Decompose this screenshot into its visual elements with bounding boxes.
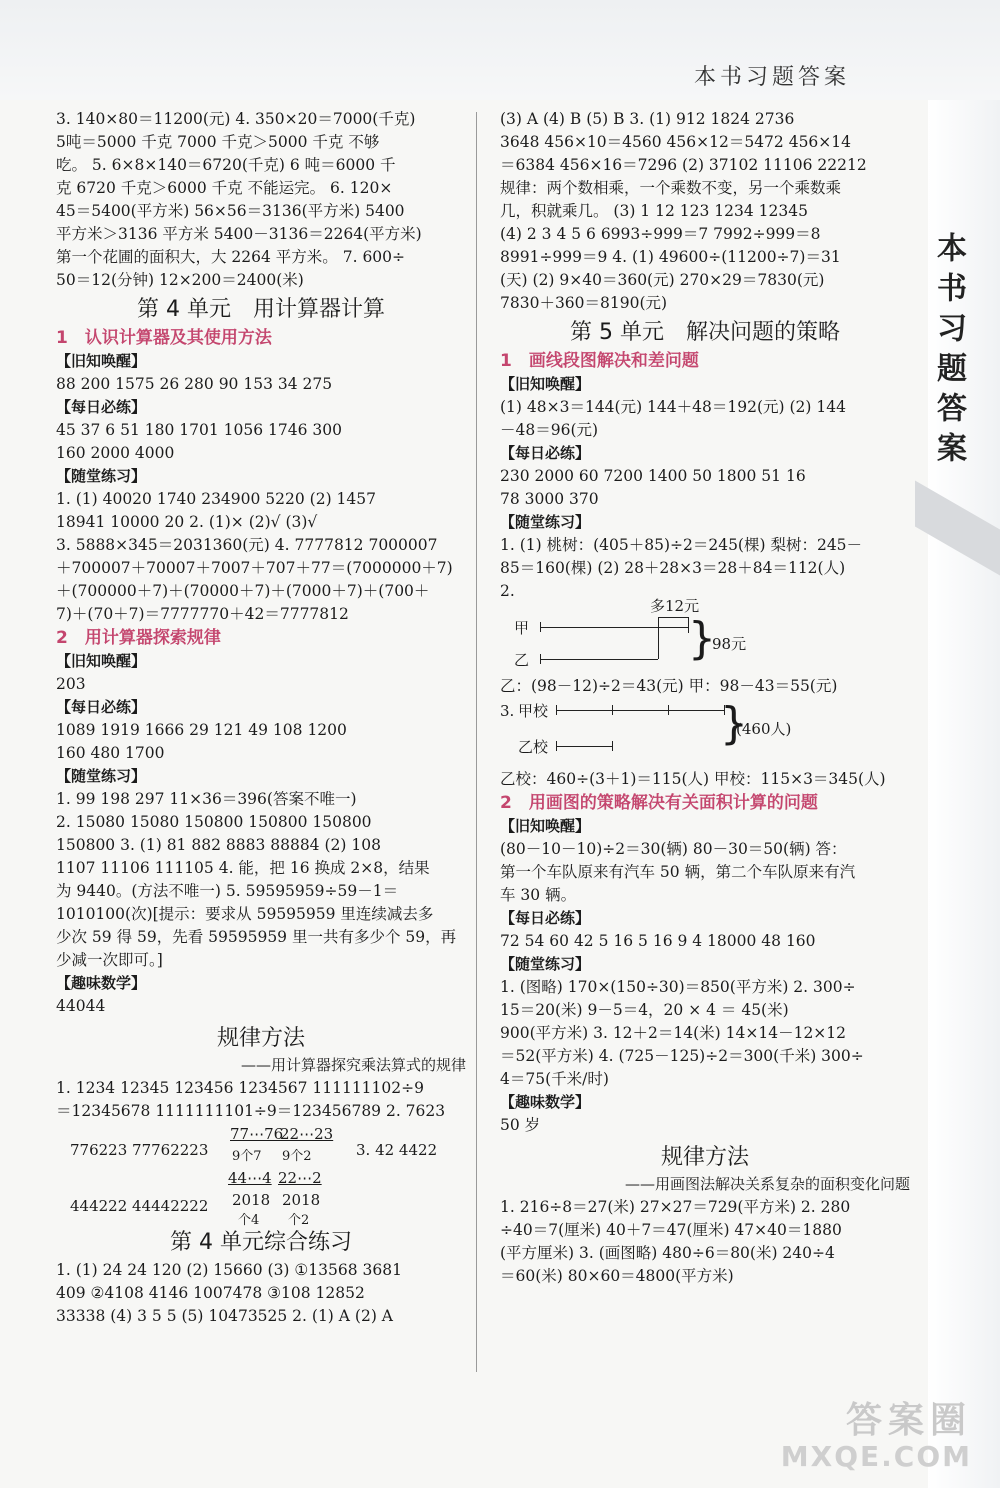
text-line: 1. 1234 12345 123456 1234567 111111102÷9 (56, 1079, 424, 1097)
segment-tick (612, 705, 613, 715)
text-line: 少减一次即可。] (56, 951, 163, 969)
section-title: 2 用计算器探索规律 (56, 628, 221, 648)
text-line: 203 (56, 675, 86, 693)
diagram-label: 甲 (514, 619, 530, 637)
stack-term: 22⋯23 (280, 1125, 334, 1143)
column-divider (476, 112, 477, 1372)
text-line: ＋700007＋70007＋7007＋707＋77＝(7000000＋7) (56, 559, 453, 577)
stack-term: 22⋯2 (278, 1169, 322, 1187)
section-title: 1 认识计算器及其使用方法 (56, 328, 272, 348)
text-line: 平方米＞3136 平方米 5400－3136＝2264(平方米) (56, 225, 422, 243)
right-s1-body (500, 373, 910, 603)
segment-line (540, 627, 688, 628)
text-line: 规律：两个数相乘，一个乘数不变，另一个乘数乘 (500, 179, 842, 197)
text-line: 15＝20(米) 9－5＝4，20 × 4 ＝ 45(米) (500, 1001, 789, 1019)
segment-tick (556, 741, 557, 751)
text-line: 【每日必练】 (56, 698, 147, 716)
text-line: ＝52(平方米) 4. (725－125)÷2＝300(千米) 300÷ (500, 1047, 864, 1065)
segment-diagram-2 (500, 698, 910, 768)
text-line: 160 480 1700 (56, 744, 165, 762)
text-line: 2. (500, 582, 515, 600)
top-band (0, 0, 1000, 100)
text-line: 5吨＝5000 千克 7000 千克＞5000 千克 不够 (56, 133, 380, 151)
text-line: 45＝5400(平方米) 56×56＝3136(平方米) 5400 (56, 202, 405, 220)
text-line: ＝60(米) 80×60＝4800(平方米) (500, 1267, 734, 1285)
text-line: 1. (1) 24 24 120 (2) 15660 (3) ①13568 3681 (56, 1261, 402, 1279)
text-line: 7)＋(70＋7)＝7777770＋42＝7777812 (56, 605, 349, 623)
diagram-label: 98元 (712, 635, 747, 653)
text-line: －48＝96(元) (500, 421, 599, 439)
text-line: 85＝160(棵) (2) 28＋28×3＝28＋84＝112(人) (500, 559, 846, 577)
text-line: 33338 (4) 3 5 5 (5) 10473525 2. (1) A (2) A (56, 1307, 393, 1325)
text-line: 【随堂练习】 (56, 467, 147, 485)
text-line: 444222 44442222 (70, 1197, 209, 1215)
text-line: 第一个车队原来有汽车 50 辆，第二个车队原来有汽 (500, 863, 856, 881)
segment-diagram-1 (500, 597, 910, 675)
right-column (500, 108, 910, 1288)
text-line: 900(平方米) 3. 12＋2＝14(米) 14×14－12×12 (500, 1024, 847, 1042)
stack-term: 77⋯76 (230, 1125, 284, 1143)
text-line: 【旧知唤醒】 (56, 652, 147, 670)
text-line: 【旧知唤醒】 (56, 352, 147, 370)
diagram-label: 多12元 (650, 597, 700, 615)
text-line: 45 37 6 51 180 1701 1056 1746 300 (56, 421, 342, 439)
text-line: ＝12345678 1111111101÷9＝123456789 2. 7623 (56, 1102, 446, 1120)
text-line: ＋(700000＋7)＋(70000＋7)＋(7000＋7)＋(700＋ (56, 582, 430, 600)
segment-line (658, 617, 688, 618)
header-title: 本书习题答案 (693, 65, 850, 90)
right-p1 (500, 108, 910, 315)
text-line: 50 岁 (500, 1116, 541, 1134)
text-line: 72 54 60 42 5 16 5 16 9 4 18000 48 160 (500, 932, 816, 950)
text-line: 【随堂练习】 (56, 767, 147, 785)
text-line: 3. 5888×345＝2031360(元) 4. 7777812 7000007 (56, 536, 438, 554)
segment-line (556, 746, 612, 747)
text-line: 【每日必练】 (56, 398, 147, 416)
text-line: (1) 48×3＝144(元) 144＋48＝192(元) (2) 144 (500, 398, 846, 416)
text-line: 乙校：460÷(3＋1)＝115(人) 甲校：115×3＝345(人) (500, 770, 886, 788)
stack-count: 个4 (238, 1213, 260, 1228)
watermark-url: MXQE.COM (780, 1440, 972, 1473)
text-line: 44044 (56, 997, 106, 1015)
stack-count: 个2 (288, 1213, 310, 1228)
text-line: 几，积就乘几。 (3) 1 12 123 1234 12345 (500, 202, 808, 220)
text-line: 3648 456×10＝4560 456×12＝5472 456×14 (500, 133, 852, 151)
segment-tick (540, 622, 541, 632)
text-line: 【随堂练习】 (500, 513, 591, 531)
text-line: 【每日必练】 (500, 909, 591, 927)
stack-count: 2018 (282, 1191, 321, 1209)
method-title: 规律方法 (660, 1145, 749, 1170)
text-line: 230 2000 60 7200 1400 50 1800 51 16 (500, 467, 806, 485)
left-p1 (56, 108, 466, 292)
digit-pattern-block (56, 1123, 466, 1228)
text-line: 吃。 5. 6×8×140＝6720(千克) 6 吨＝6000 千 (56, 156, 396, 174)
section-title: 2 用画图的策略解决有关面积计算的问题 (500, 793, 818, 813)
text-line: 第一个花圃的面积大，大 2264 平方米。 7. 600÷ (56, 248, 406, 266)
segment-line (556, 710, 724, 711)
text-line: 78 3000 370 (500, 490, 599, 508)
diagram-label: 甲校 (518, 702, 549, 720)
text-line: 【趣味数学】 (500, 1093, 591, 1111)
text-line: 1. 216÷8＝27(米) 27×27＝729(平方米) 2. 280 (500, 1198, 851, 1216)
text-line: (3) A (4) B (5) B 3. (1) 912 1824 2736 (500, 110, 795, 128)
text-line: 2. 15080 15080 150800 150800 150800 (56, 813, 372, 831)
text-line: 乙：(98－12)÷2＝43(元) 甲：98－43＝55(元) (500, 677, 838, 695)
stack-count: 2018 (232, 1191, 271, 1209)
right-s2-body (500, 815, 910, 1137)
diagram-label: 3. (500, 702, 515, 720)
diagram-label: 乙 (514, 651, 530, 669)
segment-tick (556, 705, 557, 715)
watermark (762, 1392, 972, 1478)
brace-icon: } (720, 698, 748, 749)
text-line: 776223 77762223 (70, 1141, 209, 1159)
text-line: 8991÷999＝9 4. (1) 49600÷(11200÷7)＝31 (500, 248, 841, 266)
diagram-label: 乙校 (518, 738, 549, 756)
text-line: 【随堂练习】 (500, 955, 591, 973)
segment-tick (540, 654, 541, 664)
text-line: 1107 11106 111105 4. 能，把 16 换成 2×8，结果 (56, 859, 430, 877)
text-line: 为 9440。(方法不唯一) 5. 59595959÷59－1＝ (56, 882, 399, 900)
stack-term: 44⋯4 (228, 1169, 272, 1187)
text-line: ÷40＝7(厘米) 40＋7＝47(厘米) 47×40＝1880 (500, 1221, 842, 1239)
segment-tick (658, 617, 659, 627)
text-line: 1. (图略) 170×(150÷30)＝850(平方米) 2. 300÷ (500, 978, 856, 996)
text-line: 1. (1) 桃树：(405＋85)÷2＝245(棵) 梨树：245－ (500, 536, 863, 554)
segment-tick (658, 627, 659, 659)
text-line: ＝6384 456×16＝7296 (2) 37102 11106 22212 (500, 156, 867, 174)
unit4-title: 第 4 单元 用计算器计算 (137, 297, 385, 322)
text-line: 1089 1919 1666 29 121 49 108 1200 (56, 721, 347, 739)
unit5-title: 第 5 单元 解决问题的策略 (570, 320, 840, 345)
text-line: 车 30 辆。 (500, 886, 577, 904)
method-subtitle: ——用画图法解决关系复杂的面积变化问题 (624, 1175, 910, 1193)
watermark-logo: 答案圈 (845, 1400, 972, 1441)
text-line: 1010100(次)[提示：要求从 59595959 里连续减去多 (56, 905, 434, 923)
left-s1-body (56, 350, 466, 626)
text-line: 【趣味数学】 (56, 974, 147, 992)
text-line: 409 ②4108 4146 1007478 ③108 12852 (56, 1284, 365, 1302)
text-line: (平方厘米) 3. (画图略) 480÷6＝80(米) 240÷4 (500, 1244, 835, 1262)
segment-line (540, 659, 658, 660)
text-line: 【每日必练】 (500, 444, 591, 462)
text-line: (天) (2) 9×40＝360(元) 270×29＝7830(元) (500, 271, 825, 289)
stack-count: 9个2 (282, 1149, 312, 1164)
section-title: 1 画线段图解决和差问题 (500, 351, 699, 371)
text-line: 88 200 1575 26 280 90 153 34 275 (56, 375, 333, 393)
text-line: 150800 3. (1) 81 882 8883 88884 (2) 108 (56, 836, 381, 854)
text-line: 【旧知唤醒】 (500, 375, 591, 393)
text-line: 1. 99 198 297 11×36＝396(答案不唯一) (56, 790, 357, 808)
method-subtitle: ——用计算器探究乘法算式的规律 (240, 1056, 466, 1074)
side-tab-label: 本书习题答案 (931, 232, 966, 472)
brace-icon: } (688, 613, 716, 664)
text-line: 50＝12(分钟) 12×200＝2400(米) (56, 271, 304, 289)
text-line: 18941 10000 20 2. (1)× (2)√ (3)√ (56, 513, 318, 531)
text-line: 4＝75(千米/时) (500, 1070, 609, 1088)
segment-tick (612, 741, 613, 751)
text-line: 3. 42 4422 (356, 1141, 438, 1159)
text-line: 7830＋360＝8190(元) (500, 294, 668, 312)
text-line: 少次 59 得 59，先看 59595959 里一共有多少个 59，再 (56, 928, 457, 946)
method-title: 规律方法 (216, 1026, 305, 1051)
stack-count: 9个7 (232, 1149, 262, 1164)
text-line: (80－10－10)÷2＝30(辆) 80－30＝50(辆) 答： (500, 840, 847, 858)
text-line: 克 6720 千克＞6000 千克 不能运完。 6. 120× (56, 179, 393, 197)
text-line: 160 2000 4000 (56, 444, 175, 462)
segment-tick (668, 705, 669, 715)
left-column (56, 108, 466, 1328)
diagram-label: (460人) (736, 720, 792, 738)
unit4-review-title: 第 4 单元综合练习 (170, 1230, 352, 1255)
left-s2-body (56, 650, 466, 1018)
text-line: (4) 2 3 4 5 6 6993÷999＝7 7992÷999＝8 (500, 225, 821, 243)
text-line: 3. 140×80＝11200(元) 4. 350×20＝7000(千克) (56, 110, 416, 128)
text-line: 【旧知唤醒】 (500, 817, 591, 835)
text-line: 1. (1) 40020 1740 234900 5220 (2) 1457 (56, 490, 377, 508)
